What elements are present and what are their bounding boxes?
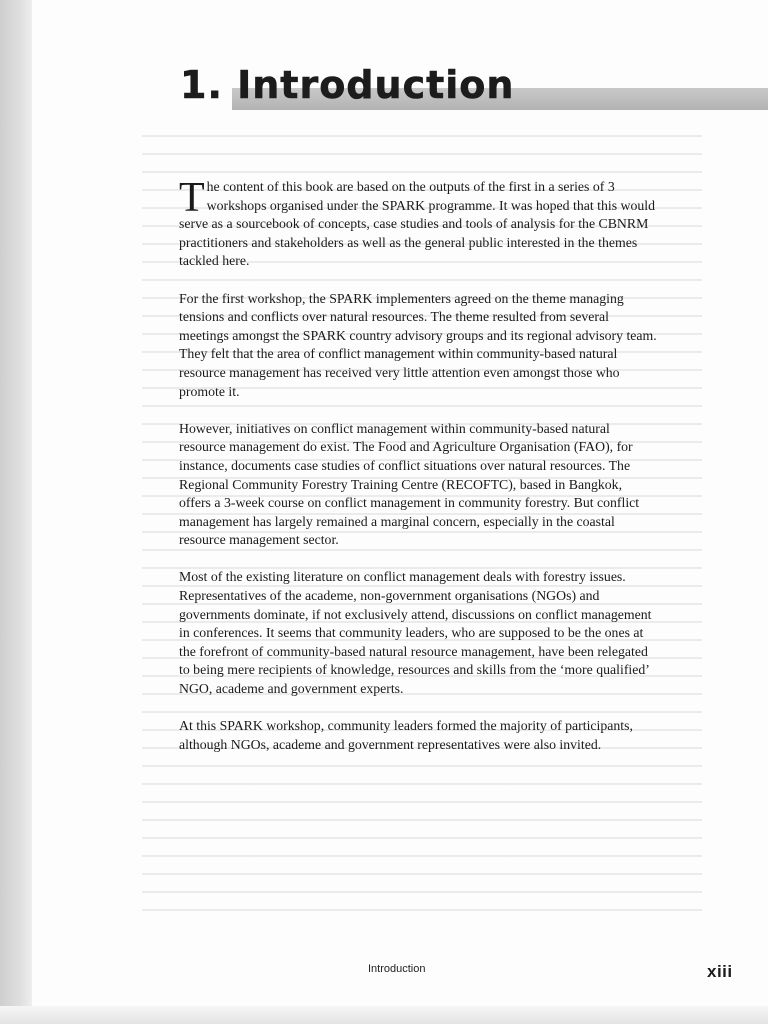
paragraph-1 (179, 175, 657, 271)
drop-cap: T (179, 175, 205, 221)
paragraph-3: However, initiatives on conflict management within community-based natural resource management do exist. The Food and Agriculture Organisation (FAO), for instance, documents case studies of conflict situations over natural resources. The Regional Community Forestry Training Centre (RECOFTC), based in Bangkok, offers a 3-week course on conflict management in community forestry. But conflict management has largely remained a marginal concern, especially in the coastal resource management sector. (179, 420, 640, 548)
body-text (179, 175, 657, 773)
paragraph-4: Most of the existing literature on conflict management deals with forestry issues. Representatives of the academe, non-government organisations (NGOs) and governments dominate, if not exclusively attend, discussions on conflict management in conferences. It seems that community leaders, who are supposed to be the ones at the forefront of community-based natural resource management, have been relegated to being mere recipients of knowledge, resources and skills from the ‘more qualified’ NGO, academe and government experts. (179, 569, 652, 697)
paragraph-5: At this SPARK workshop, community leaders formed the majority of participants, although NGOs, academe and government representatives were also invited. (179, 718, 633, 752)
paragraph-1-text: he content of this book are based on the outputs of the first in a series of 3 workshops organised under the SPARK programme. It was hoped that this would serve as a sourcebook of concepts, case studies and tools of analysis for the CBNRM practitioners and stakeholders as well as the general public interested in the themes tackled here. (179, 179, 656, 269)
scan-shadow-left (0, 0, 32, 1024)
paragraph-2: For the first workshop, the SPARK implementers agreed on the theme managing tensions and conflicts over natural resources. The theme resulted from several meetings amongst the SPARK country advisory groups and its regional advisory team. They felt that the area of conflict management within community-based natural resource management has received very little attention even amongst those who promote it. (179, 290, 657, 399)
book-page (32, 0, 768, 1006)
chapter-title: 1. Introduction (180, 63, 515, 107)
page-number: xiii (707, 962, 733, 981)
scan-shadow-bottom (0, 1006, 768, 1024)
running-footer: Introduction (368, 963, 426, 975)
